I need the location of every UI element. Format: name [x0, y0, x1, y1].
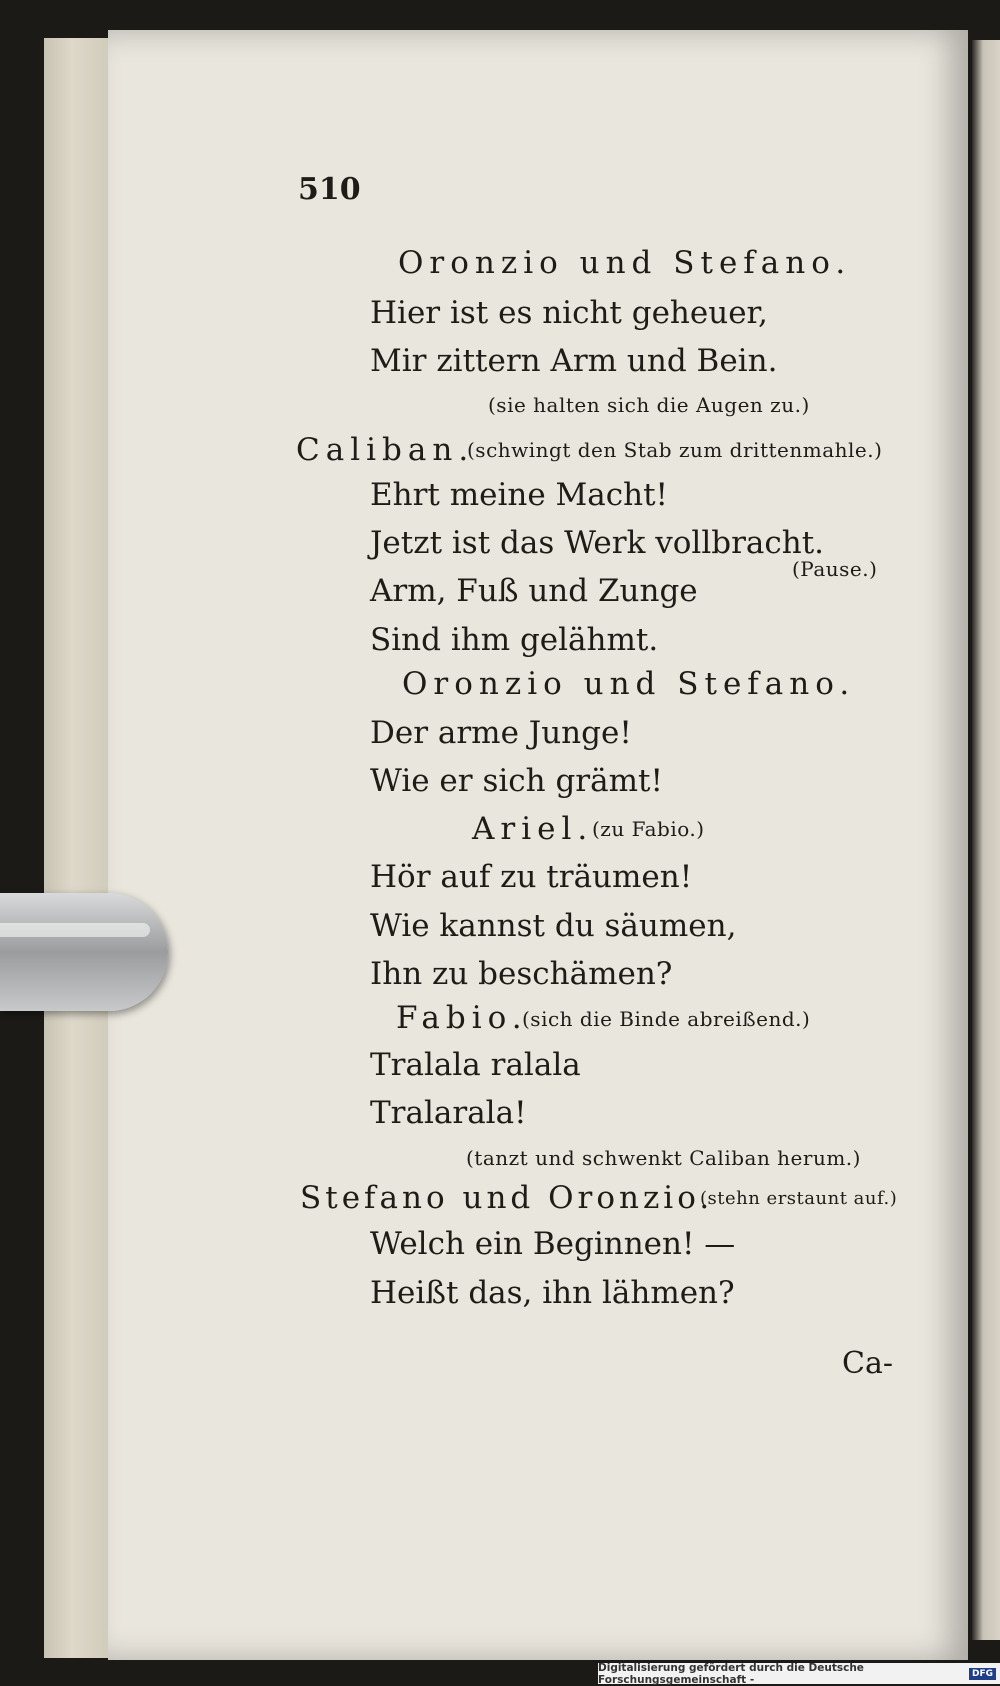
speaker-heading: Ariel. [472, 811, 594, 847]
page-edge [44, 38, 114, 1658]
speaker-heading: Oronzio und Stefano. [402, 666, 856, 702]
stage-direction: (tanzt und schwenkt Caliban herum.) [466, 1146, 861, 1170]
verse-line: Sind ihm gelähmt. [370, 622, 659, 658]
verse-line: Wie kannst du säumen, [370, 908, 737, 944]
verse-line: Arm, Fuß und Zunge [370, 573, 698, 609]
verse-line: Heißt das, ihn lähmen? [370, 1275, 735, 1311]
page-clip [0, 893, 168, 1011]
stage-direction: (stehn erstaunt auf.) [700, 1188, 898, 1209]
digitization-footer [598, 1663, 1000, 1684]
stage-direction: (Pause.) [792, 557, 878, 581]
verse-line: Mir zittern Arm und Bein. [370, 343, 778, 379]
verse-line: Ihn zu beschämen? [370, 956, 673, 992]
page-number: 510 [298, 172, 361, 207]
catchword: Ca- [842, 1346, 893, 1381]
verse-line: Tralala ralala [370, 1047, 581, 1083]
verse-line: Wie er sich grämt! [370, 763, 663, 799]
stage-direction: (sie halten sich die Augen zu.) [488, 393, 810, 417]
speaker-heading: Oronzio und Stefano. [398, 245, 852, 281]
speaker-heading: Caliban. [296, 432, 475, 468]
speaker-heading: Fabio. [396, 1000, 528, 1036]
next-page-edge [972, 40, 1000, 1640]
verse-line: Jetzt ist das Werk vollbracht. [370, 525, 825, 561]
footer-text: Digitalisierung gefördert durch die Deutsche Forschungsgemeinschaft - [598, 1661, 864, 1686]
speaker-heading: Stefano und Oronzio. [300, 1180, 714, 1216]
stage-direction: (sich die Binde abreißend.) [522, 1007, 811, 1031]
verse-line: Tralarala! [370, 1095, 527, 1131]
stage-direction: (schwingt den Stab zum drittenmahle.) [467, 438, 883, 462]
verse-line: Ehrt meine Macht! [370, 477, 669, 513]
verse-line: Welch ein Beginnen! — [370, 1226, 736, 1262]
verse-line: Hör auf zu träumen! [370, 859, 693, 895]
verse-line: Der arme Junge! [370, 715, 632, 751]
dfg-logo: DFG [969, 1668, 996, 1680]
verse-line: Hier ist es nicht geheuer, [370, 295, 768, 331]
stage-direction: (zu Fabio.) [592, 817, 705, 841]
